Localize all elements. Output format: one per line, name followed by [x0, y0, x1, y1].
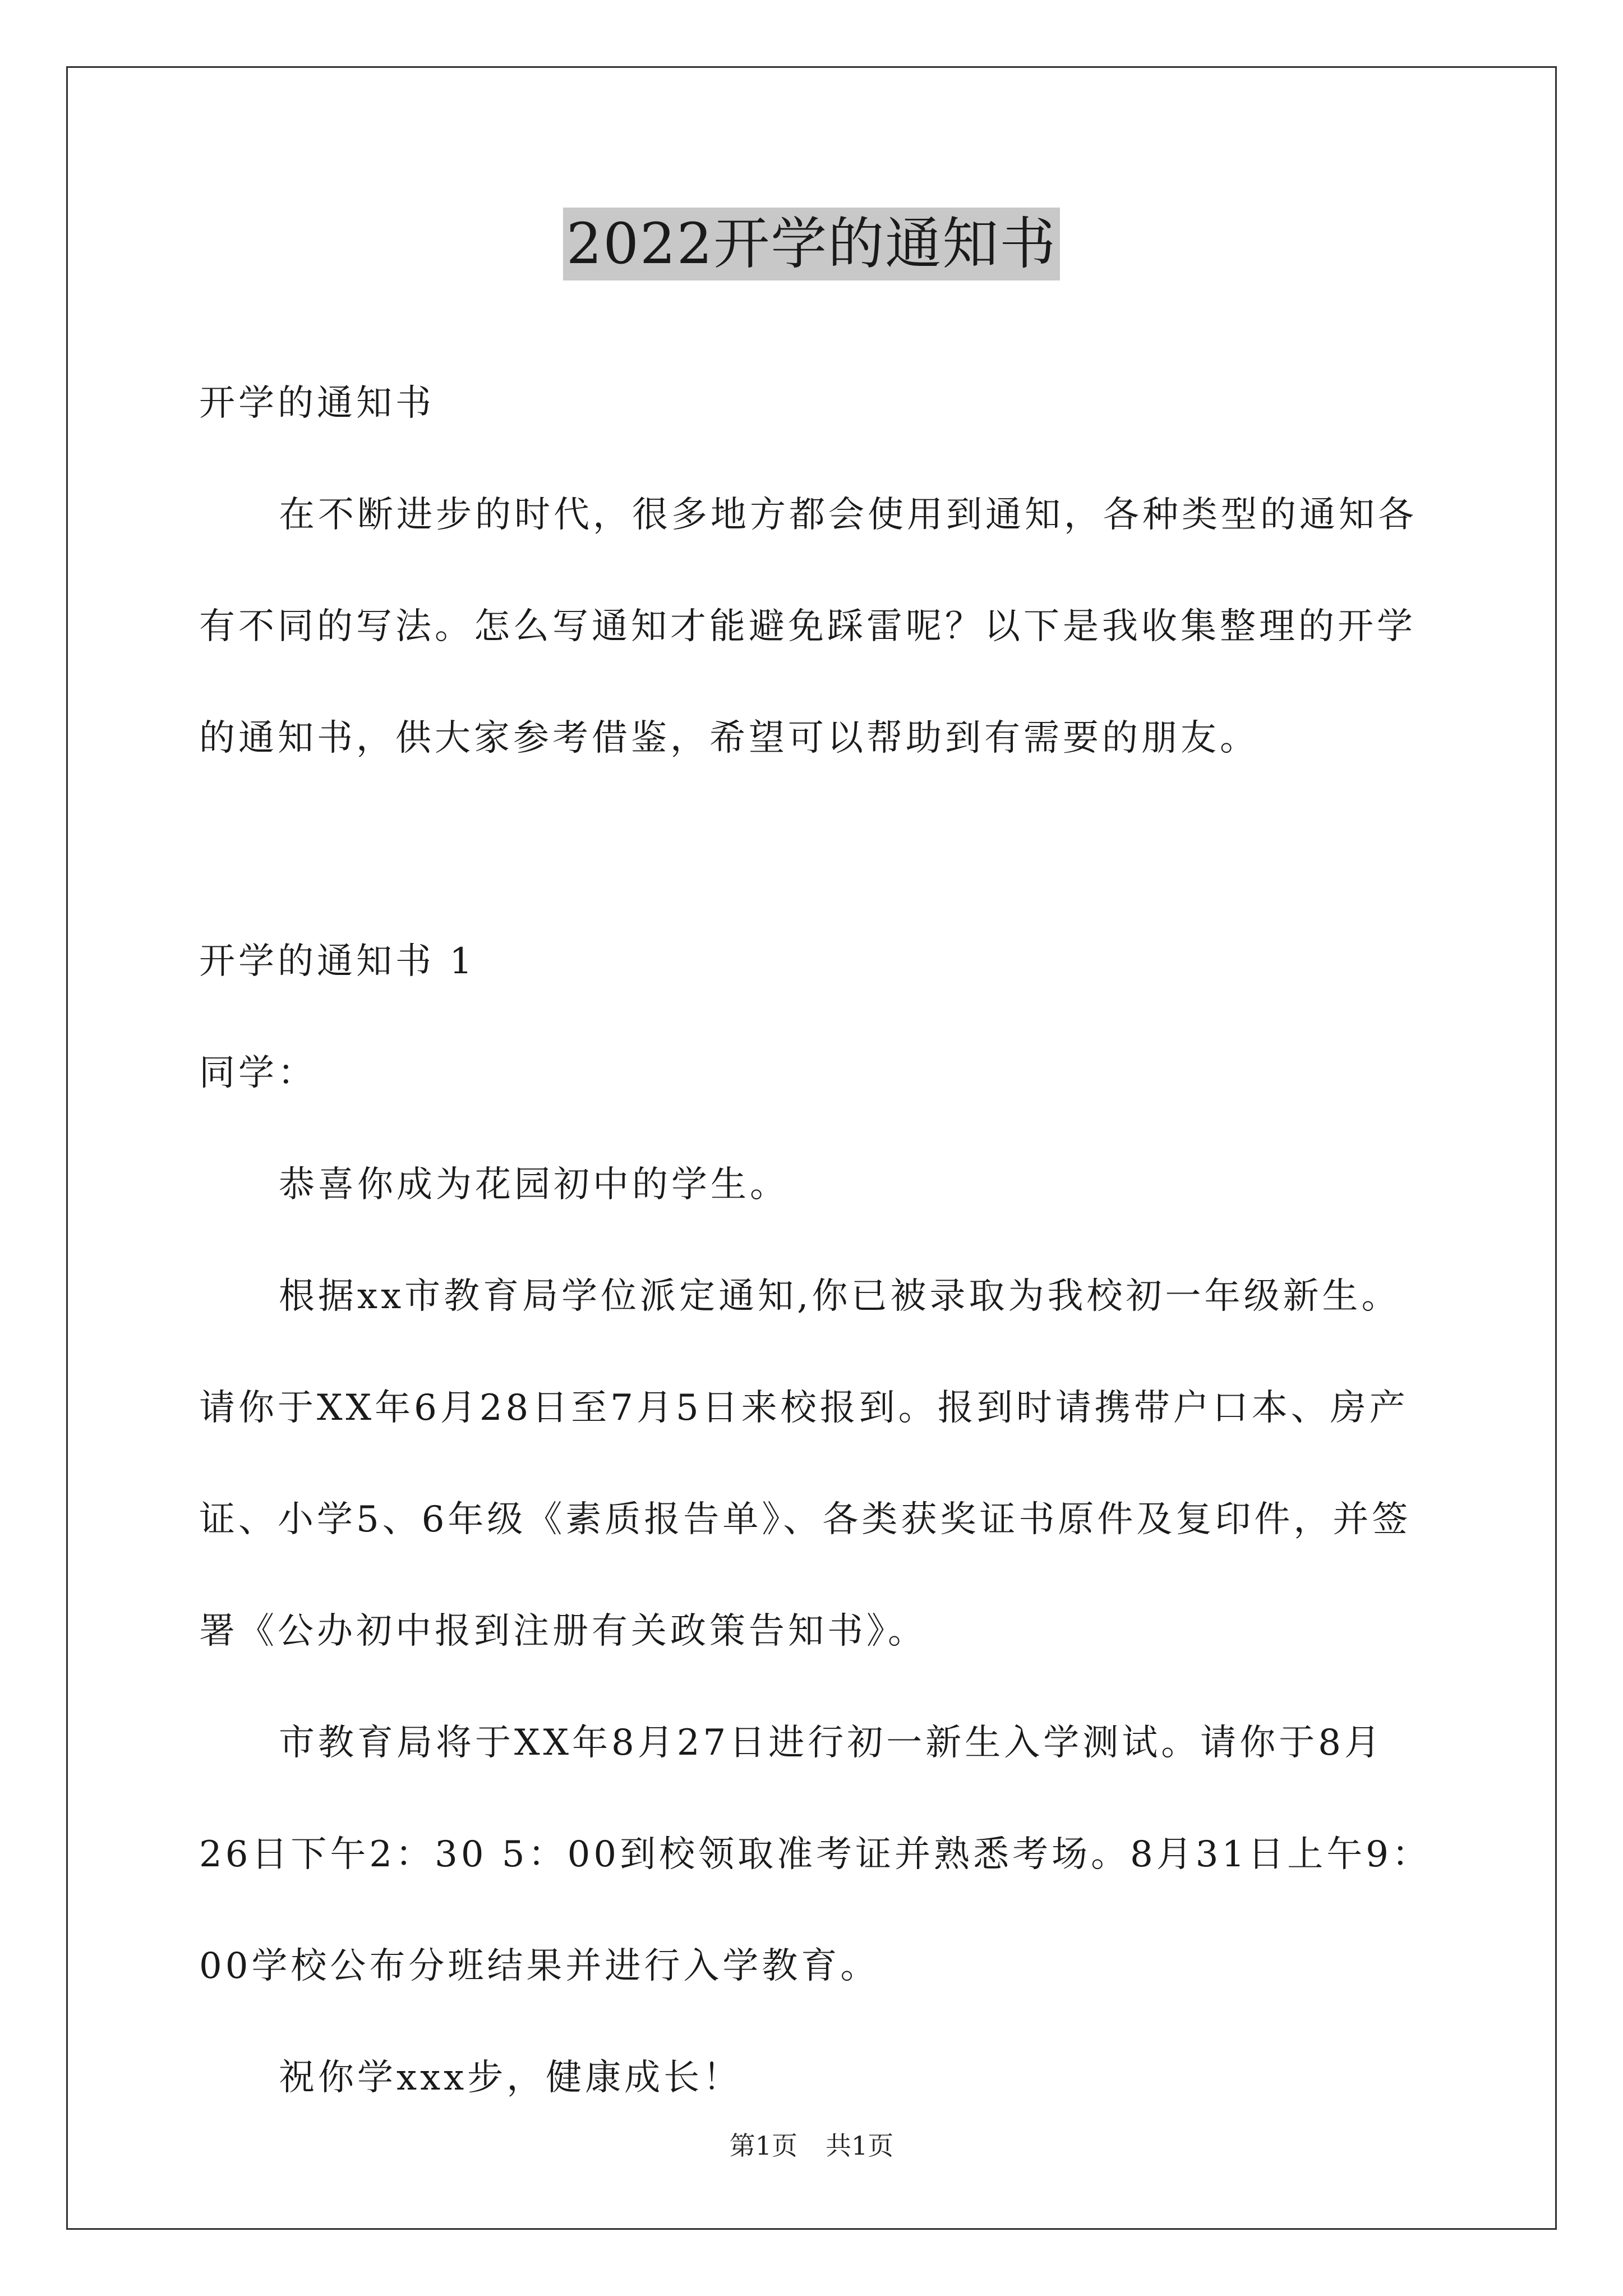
test-schedule-paragraph: 市教育局将于XX年8月27日进行初一新生入学测试。请你于8月26日下午2：30 5：00到校领取准考证并熟悉考场。8月31日上午9：00学校公布分班结果并进行入学教育。 — [199, 1722, 1431, 1987]
registration-paragraph: 根据xx市教育局学位派定通知,你已被录取为我校初一年级新生。请你于XX年6月28日至7月5日来校报到。报到时请携带户口本、房产证、小学5、6年级《素质报告单》、各类获奖证书原件及复印件，并签署《公办初中报到注册有关政策告知书》。 — [199, 1276, 1412, 1652]
page-footer — [0, 2129, 1623, 2162]
document-title: 2022开学的通知书 — [563, 208, 1061, 280]
page-number-current: 第1页 — [729, 2131, 797, 2161]
title-container — [0, 208, 1623, 280]
section-heading: 开学的通知书 1 — [199, 941, 476, 982]
subtitle-paragraph: 开学的通知书 — [199, 383, 435, 424]
congrats-paragraph: 恭喜你成为花园初中的学生。 — [279, 1164, 789, 1205]
salutation: 同学： — [199, 1052, 317, 1094]
page-number-total: 共1页 — [826, 2131, 894, 2161]
intro-paragraph: 在不断进步的时代，很多地方都会使用到通知，各种类型的通知各有不同的写法。怎么写通知才能避免踩雷呢？以下是我收集整理的开学的通知书，供大家参考借鉴，希望可以帮助到有需要的朋友。 — [199, 494, 1417, 759]
closing-wish: 祝你学xxx步，健康成长！ — [279, 2057, 743, 2099]
section-spacer — [199, 794, 1433, 906]
document-body — [199, 348, 1433, 2134]
